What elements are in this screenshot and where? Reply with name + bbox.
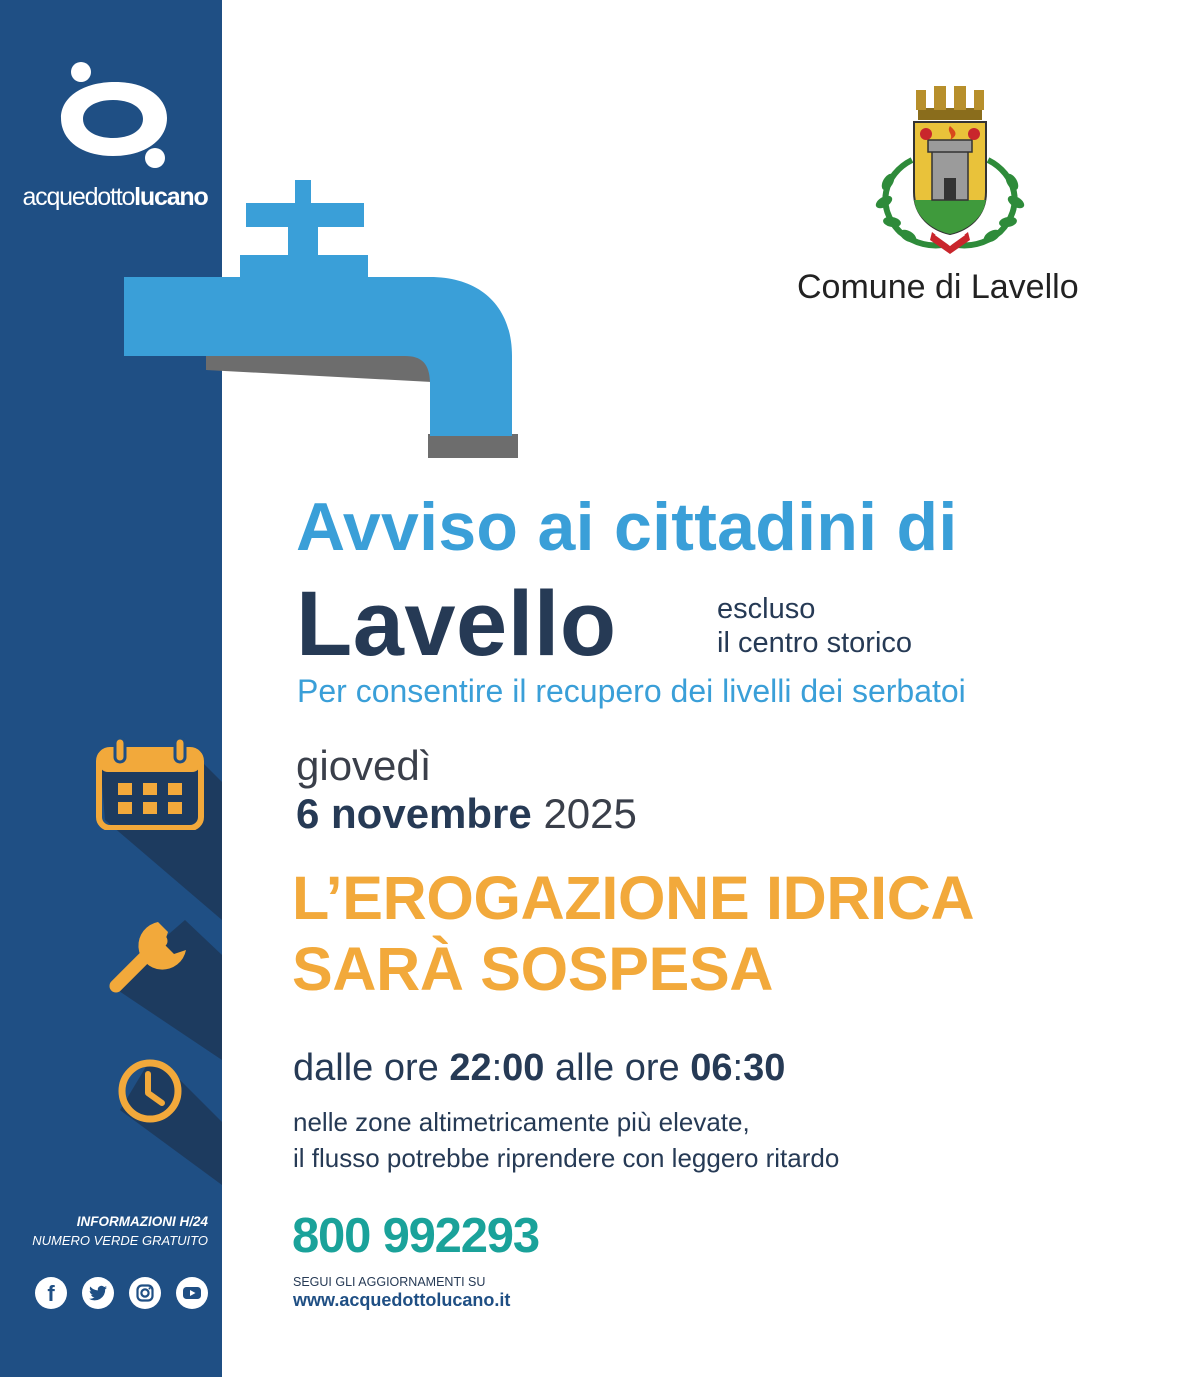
clock-icon (117, 1058, 183, 1124)
notice-reason: Per consentire il recupero dei livelli dei serbatoi (297, 673, 966, 709)
info-subtitle: NUMERO VERDE GRATUITO (32, 1233, 208, 1248)
notice-date (296, 790, 637, 838)
follow-label: SEGUI GLI AGGIORNAMENTI SU (293, 1275, 486, 1289)
logo-wordmark: acquedottolucano (22, 183, 208, 211)
alert-line-1: L’EROGAZIONE IDRICA (292, 864, 975, 932)
social-links (35, 1277, 210, 1309)
coat-of-arms-icon (870, 82, 1030, 257)
wrench-icon (106, 908, 196, 996)
town-name: Lavello (296, 573, 617, 675)
note-line-1: nelle zone altimetricamente più elevate, (293, 1107, 750, 1137)
alert-line-2: SARÀ SOSPESA (292, 935, 774, 1003)
time-range: dalle ore 22:00 alle ore 06:30 (293, 1047, 786, 1089)
info-title: INFORMAZIONI H/24 (76, 1214, 208, 1229)
facebook-icon[interactable]: f (35, 1277, 67, 1309)
youtube-icon[interactable] (176, 1277, 208, 1309)
notice-headline: Avviso ai cittadini di (296, 489, 958, 565)
instagram-icon[interactable] (129, 1277, 161, 1309)
notice-weekday: giovedì (296, 742, 432, 789)
date-day-month: 6 novembre (296, 790, 532, 837)
exclusion-line-2: il centro storico (717, 627, 913, 659)
calendar-icon (96, 736, 204, 830)
exclusion-line-1: escluso (717, 593, 816, 625)
note-line-2: il flusso potrebbe riprendere con leggero ritardo (293, 1143, 840, 1173)
toll-free-number[interactable]: 800 992293 (292, 1209, 539, 1263)
website-link[interactable]: www.acquedottolucano.it (293, 1290, 511, 1310)
twitter-icon[interactable] (82, 1277, 114, 1309)
municipality-name: Comune di Lavello (797, 268, 1079, 306)
water-tap-icon (0, 170, 530, 470)
date-year: 2025 (543, 790, 637, 837)
acquedotto-lucano-logo-icon (55, 60, 175, 170)
